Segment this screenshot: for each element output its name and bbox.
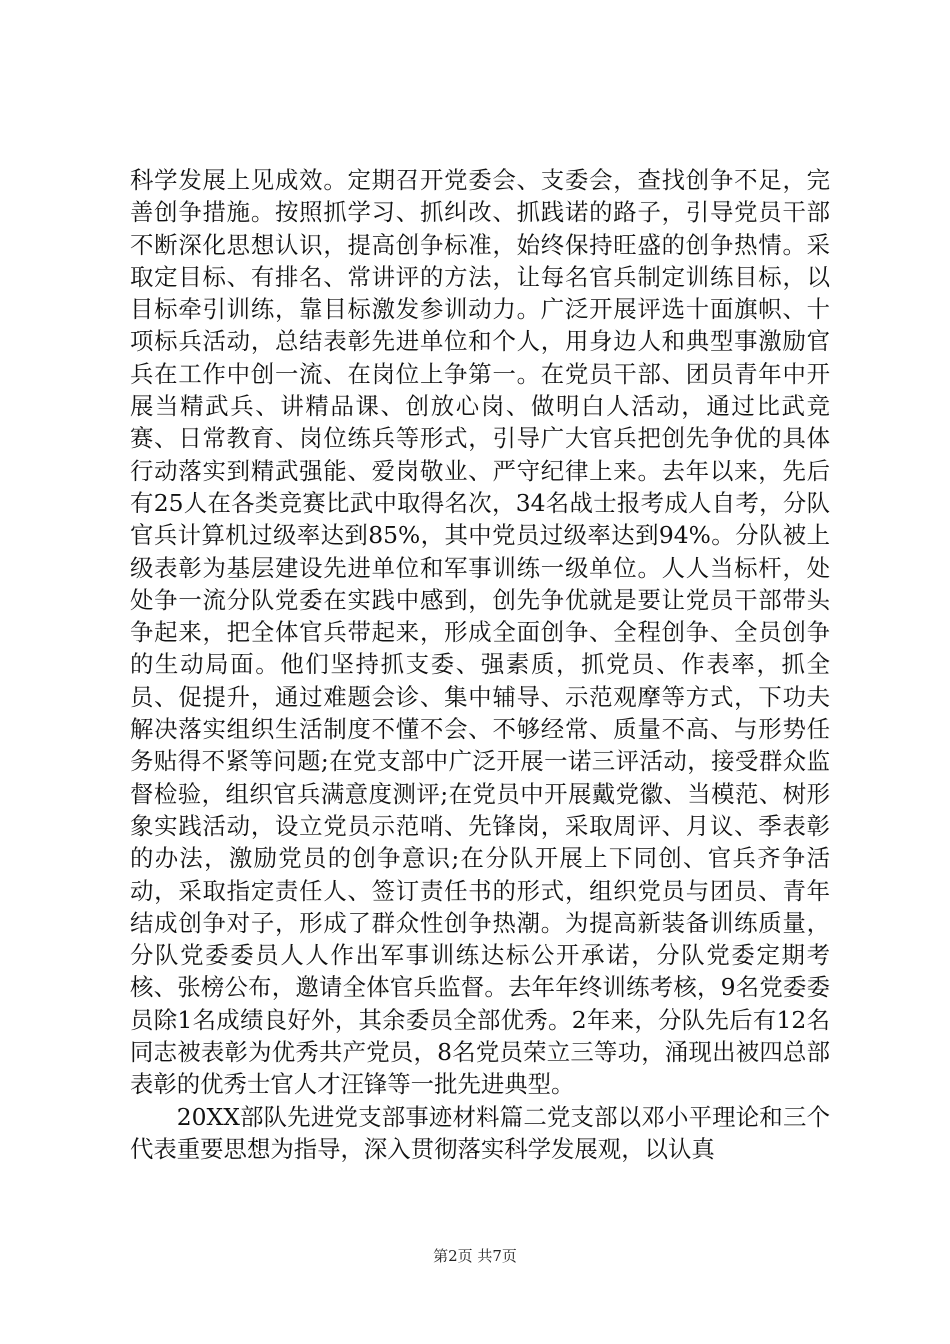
page-footer: 第2页 共7页 [433, 1247, 517, 1265]
body-paragraph-2: 20XX部队先进党支部事迹材料篇二党支部以邓小平理论和三个代表重要思想为指导，深入贯彻落实科学发展观，以认真 [130, 1102, 830, 1163]
body-paragraph-1: 科学发展上见成效。定期召开党委会、支委会，查找创争不足，完善创争措施。按照抓学习、抓纠改、抓践诺的路子，引导党员干部不断深化思想认识，提高创争标准，始终保持旺盛的创争热情。采取定目标、有排名、常讲评的方法，让每名官兵制定训练目标，以目标牵引训练，靠目标激发参训动力。广泛开展评选十面旗帜、十项标兵活动，总结表彰先进单位和个人，用身边人和典型事激励官兵在工作中创一流、在岗位上争第一。在党员干部、团员青年中开展当精武兵、讲精品课、创放心岗、做明白人活动，通过比武竞赛、日常教育、岗位练兵等形式，引导广大官兵把创先争优的具体行动落实到精武强能、爱岗敬业、严守纪律上来。去年以来，先后有25人在各类竞赛比武中取得名次，34名战士报考成人自考，分队官兵计算机过级率达到85%，其中党员过级率达到94%。分队被上级表彰为基层建设先进单位和军事训练一级单位。人人当标杆，处处争一流分队党委在实践中感到，创先争优就是要让党员干部带头争起来，把全体官兵带起来，形成全面创争、全程创争、全员创争的生动局面。他们坚持抓支委、强素质，抓党员、作表率，抓全员、促提升，通过难题会诊、集中辅导、示范观摩等方式，下功夫解决落实组织生活制度不懂不会、不够经常、质量不高、与形势任务贴得不紧等问题;在党支部中广泛开展一诺三评活动，接受群众监督检验，组织官兵满意度测评;在党员中开展戴党徽、当模范、树形象实践活动，设立党员示范哨、先锋岗，采取周评、月议、季表彰的办法，激励党员的创争意识;在分队开展上下同创、官兵齐争活动，采取指定责任人、签订责任书的形式，组织党员与团员、青年结成创争对子，形成了群众性创争热潮。为提高新装备训练质量，分队党委委员人人作出军事训练达标公开承诺，分队党委定期考核、张榜公布，邀请全体官兵监督。去年年终训练考核，9名党委委员除1名成绩良好外，其余委员全部优秀。2年来，分队先后有12名同志被表彰为优秀共产党员，8名党员荣立三等功，涌现出被四总部表彰的优秀士官人才汪锋等一批先进典型。 [130, 166, 830, 1099]
document-body [130, 164, 830, 1165]
